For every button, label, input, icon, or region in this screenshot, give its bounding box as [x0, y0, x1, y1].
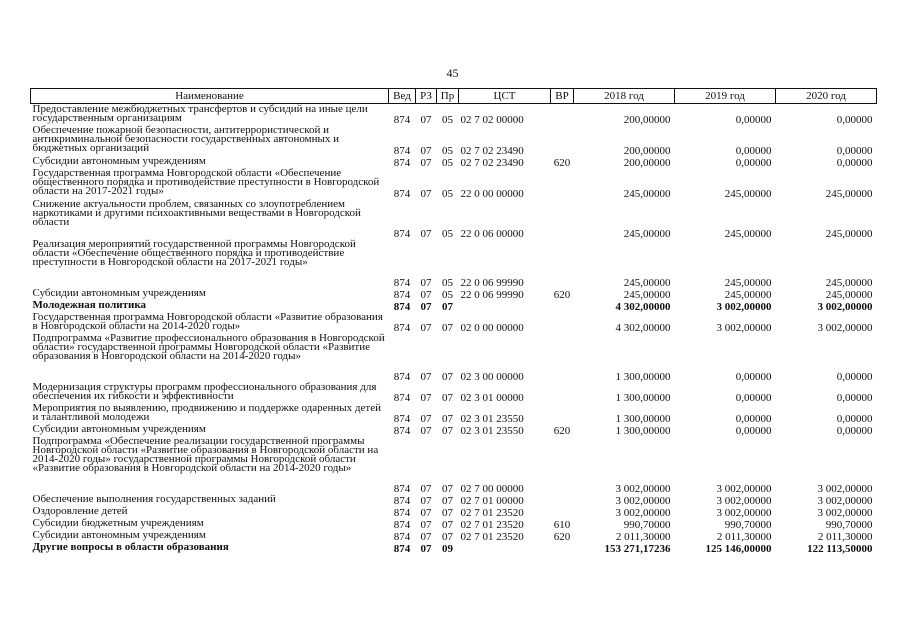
row-pr: 07: [442, 495, 453, 507]
table-row: [31, 125, 877, 156]
row-rz: 07: [420, 277, 432, 289]
row-rz: 07: [420, 188, 432, 200]
row-name: Подпрограмма «Развитие профессионального образования в Новгородской области» государственной программы Новгородской области «Развитие образования в Новгородской области на 2014-2020 годы»: [32, 332, 385, 362]
header-name: Наименование: [31, 89, 389, 104]
row-vr: [551, 506, 574, 518]
row-2018: 1 300,00000: [615, 413, 671, 425]
header-2018: 2018 год: [574, 89, 675, 104]
row-2020: 0,00000: [836, 371, 873, 383]
row-pr: 07: [442, 413, 453, 425]
row-2018: 4 302,00000: [615, 301, 671, 313]
row-rz: 07: [420, 301, 432, 313]
row-2019: 245,00000: [724, 277, 772, 289]
row-2020: 3 002,00000: [817, 483, 873, 495]
row-ved: 874: [393, 495, 411, 507]
row-2020: 0,00000: [836, 157, 873, 169]
row-ved: 874: [393, 228, 411, 240]
table-row: [31, 382, 877, 403]
row-2018: 3 002,00000: [615, 483, 671, 495]
row-cst: 02 3 01 23550: [460, 413, 524, 425]
table-row: [31, 436, 877, 494]
row-2020: 0,00000: [836, 392, 873, 404]
row-vr: 620: [553, 157, 571, 169]
row-vr: [551, 494, 574, 506]
row-vr: [551, 312, 574, 333]
row-2018: 3 002,00000: [615, 507, 671, 519]
row-ved: 874: [393, 425, 411, 437]
header-2019: 2019 год: [675, 89, 776, 104]
row-cst: 02 7 01 23520: [460, 531, 524, 543]
row-pr: 09: [442, 543, 453, 555]
row-2018: 245,00000: [623, 228, 671, 240]
table-row: [31, 239, 877, 288]
row-cst: 02 7 02 23490: [460, 157, 524, 169]
row-name: Другие вопросы в области образования: [32, 541, 229, 553]
row-2020: 990,70000: [825, 519, 873, 531]
row-pr: 07: [442, 507, 453, 519]
row-cst: 22 0 06 99990: [460, 277, 524, 289]
row-2019: 245,00000: [724, 228, 772, 240]
row-vr: [551, 403, 574, 424]
row-pr: 05: [442, 277, 453, 289]
row-rz: 07: [420, 507, 432, 519]
row-2020: 122 113,50000: [807, 543, 873, 555]
row-vr: [551, 199, 574, 239]
row-2018: 153 271,17236: [604, 543, 671, 555]
header-cst: ЦСТ: [459, 89, 551, 104]
row-ved: 874: [393, 483, 411, 495]
header-pr: Пр: [437, 89, 459, 104]
row-name: Снижение актуальности проблем, связанных со злоупотреблением наркотиками и другими психоактивными веществами в Новгородской области: [32, 198, 361, 228]
row-cst: 02 7 00 00000: [460, 483, 524, 495]
row-cst: 02 7 01 23520: [460, 507, 524, 519]
row-2019: 0,00000: [735, 392, 772, 404]
row-2018: 245,00000: [623, 289, 671, 301]
row-2019: 125 146,00000: [705, 543, 772, 555]
table-row: [31, 494, 877, 506]
row-pr: 07: [442, 322, 453, 334]
row-2018: 4 302,00000: [615, 322, 671, 334]
row-vr: 620: [553, 425, 571, 437]
table-row: [31, 199, 877, 239]
row-ved: 874: [393, 392, 411, 404]
row-2018: 1 300,00000: [615, 425, 671, 437]
row-vr: [551, 239, 574, 288]
row-vr: [551, 382, 574, 403]
table-row: [31, 288, 877, 300]
row-cst: 02 3 01 00000: [460, 392, 524, 404]
row-rz: 07: [420, 483, 432, 495]
row-cst: 02 7 01 23520: [460, 519, 524, 531]
row-ved: 874: [393, 145, 411, 157]
row-cst: 02 7 02 00000: [460, 114, 524, 126]
row-name: Оздоровление детей: [32, 505, 128, 517]
row-rz: 07: [420, 371, 432, 383]
table-row: [31, 333, 877, 382]
table-row: [31, 312, 877, 333]
row-pr: 07: [442, 519, 453, 531]
row-name: Государственная программа Новгородской области «Обеспечение общественного порядка и противодействие преступности в Новгородской области на 2017-2021 годы»: [32, 167, 380, 197]
row-name: Реализация мероприятий государственной программы Новгородской области «Обеспечение общественного порядка и противодействие преступности в Новгородской области на 2017-2021 годы»: [32, 238, 356, 268]
row-2019: 3 002,00000: [716, 322, 772, 334]
row-pr: 05: [442, 228, 453, 240]
row-2019: 0,00000: [735, 371, 772, 383]
row-rz: 07: [420, 157, 432, 169]
row-rz: 07: [420, 392, 432, 404]
row-2020: 245,00000: [825, 277, 873, 289]
row-2020: 245,00000: [825, 228, 873, 240]
row-2018: 200,00000: [623, 157, 671, 169]
row-cst: 22 0 06 99990: [460, 289, 524, 301]
row-pr: 07: [442, 392, 453, 404]
row-2018: 2 011,30000: [615, 531, 671, 543]
row-cst: 02 0 00 00000: [460, 322, 524, 334]
row-2018: 245,00000: [623, 277, 671, 289]
row-2019: 3 002,00000: [716, 483, 772, 495]
row-2018: 200,00000: [623, 145, 671, 157]
row-2020: 0,00000: [836, 114, 873, 126]
row-name: Субсидии автономным учреждениям: [32, 529, 206, 541]
row-2019: 990,70000: [724, 519, 772, 531]
table-row: [31, 168, 877, 199]
header-2020: 2020 год: [776, 89, 877, 104]
row-2020: 245,00000: [825, 188, 873, 200]
budget-table: [30, 88, 877, 554]
row-rz: 07: [420, 413, 432, 425]
page-number: 45: [446, 66, 459, 80]
row-ved: 874: [393, 531, 411, 543]
row-pr: 05: [442, 289, 453, 301]
row-cst: 02 3 01 23550: [460, 425, 524, 437]
row-ved: 874: [393, 413, 411, 425]
row-2019: 245,00000: [724, 289, 772, 301]
row-name: Модернизация структуры программ профессионального образования для обеспечения их гибкости и эффективности: [32, 381, 377, 402]
row-name: Субсидии автономным учреждениям: [32, 423, 206, 435]
budget-table-container: [30, 88, 876, 554]
row-2018: 1 300,00000: [615, 371, 671, 383]
row-pr: 07: [442, 531, 453, 543]
row-vr: [551, 168, 574, 199]
row-cst: [459, 300, 551, 312]
row-pr: 07: [442, 483, 453, 495]
row-ved: 874: [393, 301, 411, 313]
row-2019: 3 002,00000: [716, 495, 772, 507]
row-vr: 620: [553, 289, 571, 301]
row-vr: [551, 104, 574, 126]
row-rz: 07: [420, 228, 432, 240]
header-vr: ВР: [551, 89, 574, 104]
row-2020: 245,00000: [825, 289, 873, 301]
row-2020: 3 002,00000: [817, 507, 873, 519]
row-name: Обеспечение пожарной безопасности, антитеррористической и антикриминальной безопасности государственных автономных и бюджетных организаций: [32, 124, 339, 154]
row-cst: 22 0 00 00000: [460, 188, 524, 200]
row-name: Подпрограмма «Обеспечение реализации государственной программы Новгородской области «Развитие образования в Новгородской области на 2014-2020 годы» государственной программы Новгородской области «Развитие образования в Новгородской области на 2014-2020 годы»: [32, 435, 379, 474]
row-pr: 05: [442, 114, 453, 126]
row-ved: 874: [393, 507, 411, 519]
row-vr: [551, 333, 574, 382]
row-2019: 3 002,00000: [716, 507, 772, 519]
row-2018: 3 002,00000: [615, 495, 671, 507]
row-2019: 2 011,30000: [716, 531, 772, 543]
row-rz: 07: [420, 519, 432, 531]
row-2019: 0,00000: [735, 157, 772, 169]
row-pr: 07: [442, 371, 453, 383]
row-2020: 0,00000: [836, 145, 873, 157]
row-ved: 874: [393, 188, 411, 200]
row-2018: 1 300,00000: [615, 392, 671, 404]
row-pr: 05: [442, 188, 453, 200]
row-pr: 05: [442, 145, 453, 157]
row-cst: 02 3 00 00000: [460, 371, 524, 383]
row-rz: 07: [420, 425, 432, 437]
row-2020: 0,00000: [836, 413, 873, 425]
row-2020: 0,00000: [836, 425, 873, 437]
header-rz: РЗ: [416, 89, 437, 104]
table-row: [31, 403, 877, 424]
row-rz: 07: [420, 531, 432, 543]
row-vr: [551, 300, 574, 312]
row-rz: 07: [420, 145, 432, 157]
row-2020: 3 002,00000: [817, 495, 873, 507]
row-name: Молодежная политика: [32, 299, 147, 311]
row-name: Обеспечение выполнения государственных заданий: [32, 493, 276, 505]
row-2018: 200,00000: [623, 114, 671, 126]
row-vr: 620: [553, 531, 571, 543]
row-cst: [459, 542, 551, 554]
row-name: Субсидии автономным учреждениям: [32, 155, 206, 167]
row-2020: 3 002,00000: [817, 301, 873, 313]
row-2019: 0,00000: [735, 114, 772, 126]
row-ved: 874: [393, 519, 411, 531]
row-2019: 0,00000: [735, 425, 772, 437]
row-vr: 610: [553, 519, 571, 531]
row-2019: 0,00000: [735, 145, 772, 157]
row-pr: 07: [442, 425, 453, 437]
row-name: Государственная программа Новгородской области «Развитие образования в Новгородской области на 2014-2020 годы»: [32, 311, 383, 332]
row-rz: 07: [420, 322, 432, 334]
row-vr: [551, 542, 574, 554]
header-ved: Вед: [389, 89, 416, 104]
table-row: [31, 104, 877, 126]
row-cst: 22 0 06 00000: [460, 228, 524, 240]
row-rz: 07: [420, 495, 432, 507]
row-2020: 2 011,30000: [817, 531, 873, 543]
row-2019: 0,00000: [735, 413, 772, 425]
row-name: Мероприятия по выявлению, продвижению и поддержке одаренных детей и талантливой молодежи: [32, 402, 381, 423]
row-ved: 874: [393, 114, 411, 126]
row-ved: 874: [393, 322, 411, 334]
row-2019: 3 002,00000: [716, 301, 772, 313]
row-name: Предоставление межбюджетных трансфертов и субсидий на иные цели государственным организациям: [32, 103, 368, 124]
table-header-row: [31, 89, 877, 104]
row-ved: 874: [393, 543, 411, 555]
row-pr: 07: [442, 301, 453, 313]
row-2019: 245,00000: [724, 188, 772, 200]
row-2020: 3 002,00000: [817, 322, 873, 334]
row-ved: 874: [393, 289, 411, 301]
row-cst: 02 7 02 23490: [460, 145, 524, 157]
row-ved: 874: [393, 371, 411, 383]
row-name: Субсидии бюджетным учреждениям: [32, 517, 204, 529]
row-vr: [551, 125, 574, 156]
row-rz: 07: [420, 289, 432, 301]
row-name: Субсидии автономным учреждениям: [32, 287, 206, 299]
row-ved: 874: [393, 277, 411, 289]
row-rz: 07: [420, 543, 432, 555]
row-2018: 990,70000: [623, 519, 671, 531]
table-row: [31, 542, 877, 554]
row-2018: 245,00000: [623, 188, 671, 200]
row-ved: 874: [393, 157, 411, 169]
row-vr: [551, 436, 574, 494]
row-rz: 07: [420, 114, 432, 126]
row-pr: 05: [442, 157, 453, 169]
row-cst: 02 7 01 00000: [460, 495, 524, 507]
